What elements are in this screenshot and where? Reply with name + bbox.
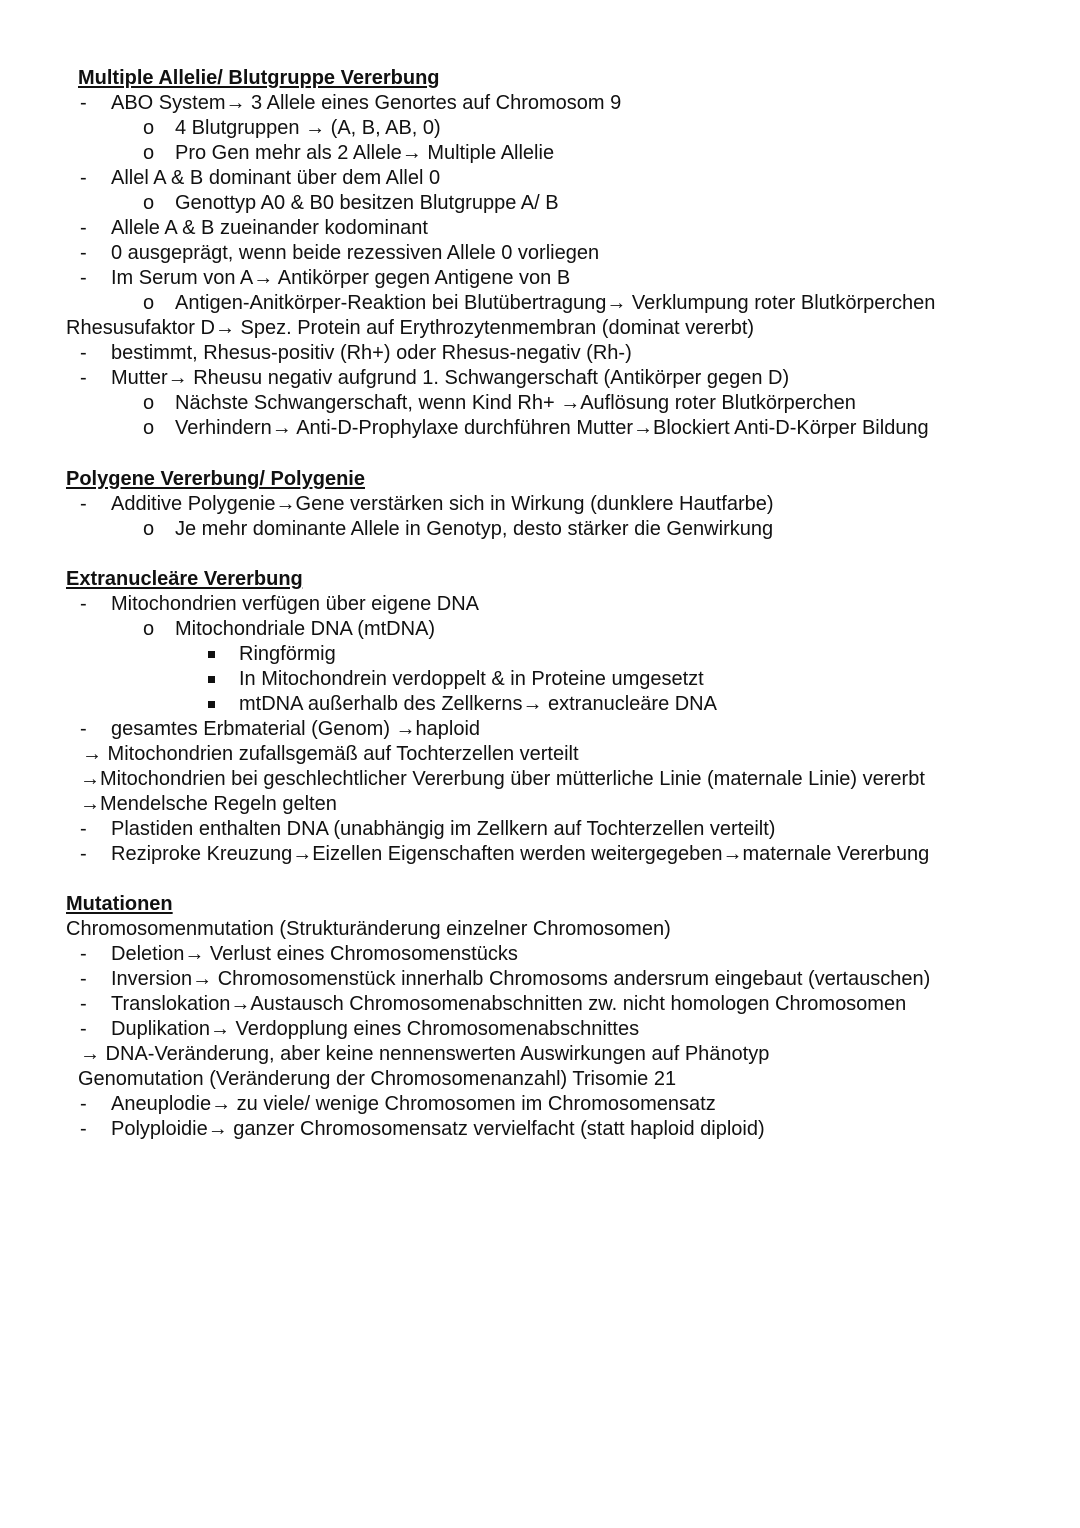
dash-bullet: - [80, 1118, 87, 1140]
paragraph-line: Genomutation (Veränderung der Chromosomenanzahl) Trisomie 21 [78, 1068, 677, 1090]
dash-bullet: - [80, 342, 87, 364]
list-item-text: Pro Gen mehr als 2 Allele→ Multiple Allelie [175, 142, 555, 164]
list-item-text: gesamtes Erbmaterial (Genom) →haploid [111, 718, 481, 740]
paragraph-line: Chromosomenmutation (Strukturänderung einzelner Chromosomen) [66, 918, 671, 940]
list-item-text: Ringförmig [239, 643, 336, 665]
dash-bullet: - [80, 943, 87, 965]
list-item-text: Duplikation→ Verdopplung eines Chromosomenabschnittes [111, 1018, 640, 1040]
dash-bullet: - [80, 367, 87, 389]
dash-bullet: - [80, 718, 87, 740]
section-heading: Mutationen [66, 893, 173, 915]
list-item-text: Polyploidie→ ganzer Chromosomensatz vervielfacht (statt haploid diploid) [111, 1118, 765, 1140]
list-item-text: Aneuplodie→ zu viele/ wenige Chromosomen im Chromosomensatz [111, 1093, 716, 1115]
list-item-text: mtDNA außerhalb des Zellkerns→ extranucleäre DNA [239, 693, 717, 715]
list-item-text: In Mitochondrein verdoppelt & in Proteine umgesetzt [239, 668, 704, 690]
list-item-text: Plastiden enthalten DNA (unabhängig im Zellkern auf Tochterzellen verteilt) [111, 818, 776, 840]
dash-bullet: - [80, 217, 87, 239]
list-item-text: ABO System→ 3 Allele eines Genortes auf Chromosom 9 [111, 92, 622, 114]
circle-bullet: o [143, 518, 155, 540]
list-item-text: Nächste Schwangerschaft, wenn Kind Rh+ →Auflösung roter Blutkörperchen [175, 392, 856, 414]
dash-bullet: - [80, 993, 87, 1015]
list-item-text: 4 Blutgruppen → (A, B, AB, 0) [175, 117, 441, 139]
list-item-text: Allel A & B dominant über dem Allel 0 [111, 167, 441, 189]
list-item-text: Mitochondrien verfügen über eigene DNA [111, 593, 479, 615]
dash-bullet: - [80, 493, 87, 515]
dash-bullet: - [80, 267, 87, 289]
list-item-text: Genottyp A0 & B0 besitzen Blutgruppe A/ B [175, 192, 559, 214]
list-item-text: bestimmt, Rhesus-positiv (Rh+) oder Rhesus-negativ (Rh-) [111, 342, 632, 364]
list-item-text: Je mehr dominante Allele in Genotyp, desto stärker die Genwirkung [175, 518, 774, 540]
list-item-text: Additive Polygenie→Gene verstärken sich in Wirkung (dunklere Hautfarbe) [111, 493, 774, 515]
list-item-text: Deletion→ Verlust eines Chromosomenstücks [111, 943, 518, 965]
list-item-text: Reziproke Kreuzung→Eizellen Eigenschaften werden weitergegeben→maternale Vererbung [111, 843, 930, 865]
dash-bullet: - [80, 843, 87, 865]
square-bullet [208, 676, 215, 683]
list-item-text: Antigen-Anitkörper-Reaktion bei Blutübertragung→ Verklumpung roter Blutkörperchen [175, 292, 936, 314]
dash-bullet: - [80, 1018, 87, 1040]
paragraph-line: →Mendelsche Regeln gelten [80, 793, 337, 815]
square-bullet [208, 651, 215, 658]
dash-bullet: - [80, 593, 87, 615]
dash-bullet: - [80, 167, 87, 189]
section-heading: Extranucleäre Vererbung [66, 568, 303, 590]
dash-bullet: - [80, 92, 87, 114]
list-item-text: Im Serum von A→ Antikörper gegen Antigene von B [111, 267, 571, 289]
paragraph-line: Rhesusufaktor D→ Spez. Protein auf Erythrozytenmembran (dominat vererbt) [66, 317, 755, 339]
circle-bullet: o [143, 292, 155, 314]
paragraph-line: → DNA-Veränderung, aber keine nennenswerten Auswirkungen auf Phänotyp [80, 1043, 770, 1065]
list-item-text: Inversion→ Chromosomenstück innerhalb Chromosoms andersrum eingebaut (vertauschen) [111, 968, 931, 990]
circle-bullet: o [143, 392, 155, 414]
circle-bullet: o [143, 192, 155, 214]
dash-bullet: - [80, 1093, 87, 1115]
section-heading: Polygene Vererbung/ Polygenie [66, 468, 365, 490]
paragraph-line: →Mitochondrien bei geschlechtlicher Vererbung über mütterliche Linie (maternale Linie) vererbt [80, 768, 925, 790]
circle-bullet: o [143, 117, 155, 139]
list-item-text: Mitochondriale DNA (mtDNA) [175, 618, 436, 640]
dash-bullet: - [80, 242, 87, 264]
circle-bullet: o [143, 142, 155, 164]
list-item-text: Translokation→Austausch Chromosomenabschnitten zw. nicht homologen Chromosomen [111, 993, 907, 1015]
section-heading: Multiple Allelie/ Blutgruppe Vererbung [78, 67, 440, 89]
dash-bullet: - [80, 818, 87, 840]
list-item-text: Mutter→ Rheusu negativ aufgrund 1. Schwangerschaft (Antikörper gegen D) [111, 367, 790, 389]
dash-bullet: - [80, 968, 87, 990]
square-bullet [208, 701, 215, 708]
list-item-text: Verhindern→ Anti-D-Prophylaxe durchführen Mutter→Blockiert Anti-D-Körper Bildung [175, 417, 929, 439]
list-item-text: Allele A & B zueinander kodominant [111, 217, 428, 239]
list-item-text: 0 ausgeprägt, wenn beide rezessiven Allele 0 vorliegen [111, 242, 600, 264]
circle-bullet: o [143, 618, 155, 640]
paragraph-line: → Mitochondrien zufallsgemäß auf Tochterzellen verteilt [82, 743, 579, 765]
circle-bullet: o [143, 417, 155, 439]
